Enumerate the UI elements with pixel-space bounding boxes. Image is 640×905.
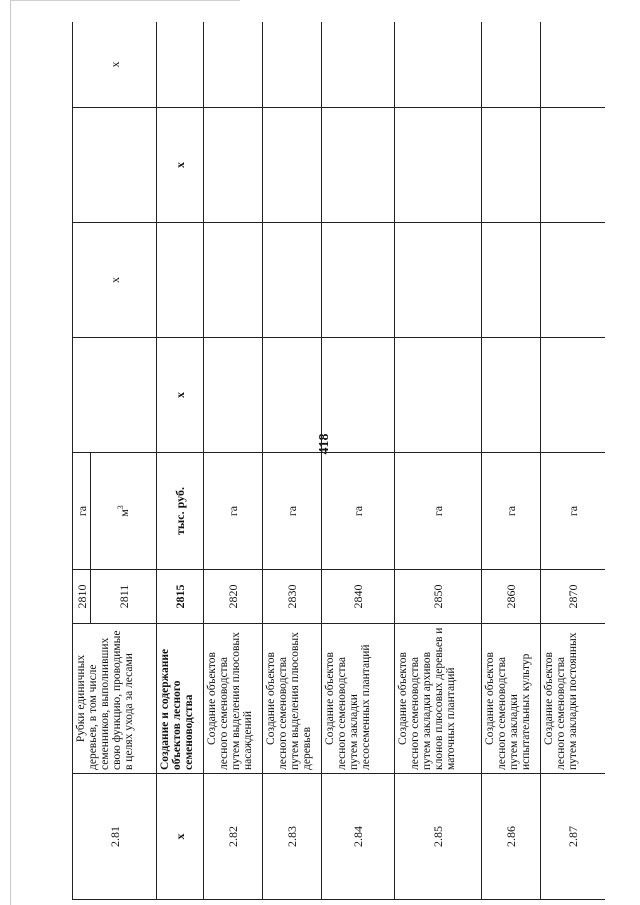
cell-empty — [263, 108, 322, 223]
row-name-text: лесного семеноводства путем закладки испытательных культур — [496, 653, 532, 770]
cell-empty — [263, 338, 322, 453]
row-code: 2850 — [395, 570, 482, 624]
cell-empty — [263, 223, 322, 338]
rotated-table-frame — [72, 22, 605, 900]
row-number: 2.82 — [204, 774, 263, 900]
row-number: х — [157, 774, 204, 900]
row-name-text: деревьев, в том числе семенников, выполнивших свою функцию, проводимые в целях ухода за лесами — [87, 630, 135, 770]
table-row — [482, 22, 541, 900]
row-code: 2815 — [157, 570, 204, 624]
scan-edge-left — [10, 0, 11, 905]
cell-empty — [204, 22, 263, 108]
cell-x-mark: х — [73, 223, 157, 338]
cell-x-mark: х — [157, 338, 204, 453]
cell-empty — [73, 338, 157, 453]
cell-empty — [482, 338, 541, 453]
row-name-text: лесного семеноводства путем выделения плюсовых деревьев — [277, 632, 313, 770]
cell-empty — [204, 223, 263, 338]
report-table — [72, 22, 605, 900]
cell-empty — [541, 108, 606, 223]
cell-empty — [395, 338, 482, 453]
cell-empty — [204, 108, 263, 223]
row-name-text: лесного семеноводства путем выделения плюсовых насаждений — [218, 632, 254, 770]
cell-empty — [482, 223, 541, 338]
cell-empty — [322, 108, 395, 223]
cell-empty — [73, 108, 157, 223]
row-code-top: 2810 — [73, 570, 91, 624]
row-unit: га — [395, 453, 482, 570]
cell-empty — [157, 22, 204, 108]
row-number: 2.81 — [73, 774, 157, 900]
cell-empty — [541, 223, 606, 338]
row-unit: тыс. руб. — [157, 453, 204, 570]
row-name — [263, 624, 322, 774]
row-unit: га — [482, 453, 541, 570]
cell-x-mark: х — [157, 108, 204, 223]
row-name — [482, 624, 541, 774]
row-unit: га — [263, 453, 322, 570]
row-number: 2.83 — [263, 774, 322, 900]
cell-empty — [395, 223, 482, 338]
row-number: 2.86 — [482, 774, 541, 900]
row-number: 2.87 — [541, 774, 606, 900]
row-code: 2830 — [263, 570, 322, 624]
row-name-first-line: Рубки единичных — [75, 654, 87, 743]
row-code: 2860 — [482, 570, 541, 624]
cell-empty — [322, 22, 395, 108]
row-name — [204, 624, 263, 774]
row-code: 2870 — [541, 570, 606, 624]
cell-empty — [322, 223, 395, 338]
cell-empty — [395, 22, 482, 108]
row-unit — [91, 453, 157, 570]
row-name — [73, 624, 157, 774]
cell-empty — [395, 108, 482, 223]
row-unit-top: га — [73, 453, 91, 570]
cell-empty — [541, 338, 606, 453]
cell-empty — [322, 338, 395, 453]
row-code: 2820 — [204, 570, 263, 624]
row-name-text: лесного семеноводства путем закладки лесосеменных плантаций — [336, 644, 372, 770]
row-code: 2811 — [91, 570, 157, 624]
row-name-first-line: Создание объектов — [324, 652, 336, 745]
row-unit: га — [204, 453, 263, 570]
row-name-first-line: Создание объектов — [543, 652, 555, 745]
row-name-first-line: Создание объектов — [484, 652, 496, 745]
row-code: 2840 — [322, 570, 395, 624]
scan-edge-top — [10, 0, 240, 1]
row-number: 2.85 — [395, 774, 482, 900]
row-name-text: лесного семеноводства путем закладки постоянных — [555, 632, 579, 770]
cell-empty — [482, 108, 541, 223]
row-name: Создание и содержание объектов лесного семеноводства — [157, 624, 204, 774]
cell-empty — [157, 223, 204, 338]
table-row — [322, 22, 395, 900]
row-name — [322, 624, 395, 774]
page-number: 418 — [317, 433, 332, 455]
table-row — [263, 22, 322, 900]
cell-empty — [204, 338, 263, 453]
table-row — [395, 22, 482, 900]
cell-empty — [541, 22, 606, 108]
table-row — [541, 22, 606, 900]
row-name — [541, 624, 606, 774]
row-number: 2.84 — [322, 774, 395, 900]
row-name-first-line: Создание объектов — [206, 652, 218, 745]
row-name-text: лесного семеноводства путем закладки архивов клонов плюсовых деревьев и маточных плантаций — [409, 627, 457, 770]
cell-x-mark: х — [73, 22, 157, 108]
table-row — [204, 22, 263, 900]
unit-superscript: 3 — [115, 505, 125, 510]
row-name — [395, 624, 482, 774]
row-name-first-line: Создание объектов — [397, 652, 409, 745]
table-viewport — [72, 22, 605, 900]
cell-empty — [263, 22, 322, 108]
unit-text: м — [116, 509, 131, 517]
row-name-first-line: Создание объектов — [265, 652, 277, 745]
cell-empty — [482, 22, 541, 108]
row-unit: га — [541, 453, 606, 570]
table-row — [157, 22, 204, 900]
table-row — [73, 22, 91, 900]
row-unit: га — [322, 453, 395, 570]
